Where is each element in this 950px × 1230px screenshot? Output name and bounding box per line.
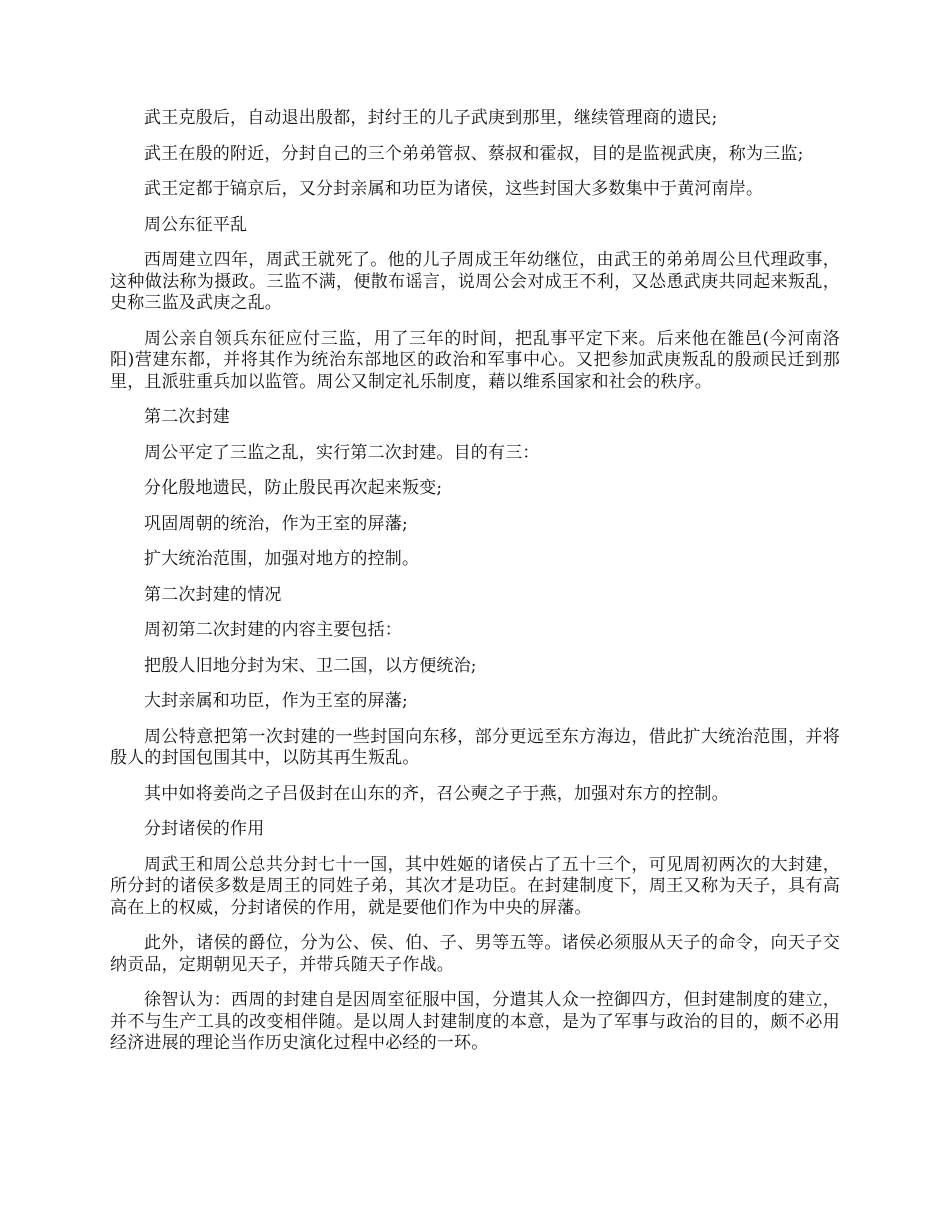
list-item: 把殷人旧地分封为宋、卫二国，以方便统治; xyxy=(144,655,477,676)
list-item: 巩固周朝的统治，作为王室的屏藩; xyxy=(144,513,408,534)
paragraph: 周公特意把第一次封建的一些封国向东移，部分更远至东方海边，借此扩大统治范围，并将殷人的封国包围其中，以防其再生叛乱。 xyxy=(110,726,840,768)
paragraph: 徐智认为：西周的封建自是因周室征服中国，分遣其人众一控御四方，但封建制度的建立，并不与生产工具的改变相伴随。是以周人封建制度的本意，是为了军事与政治的目的，颇不必用经济进展的理论当作历史演化过程中必经的一环。 xyxy=(110,990,840,1053)
paragraph: 周公平定了三监之乱，实行第二次封建。目的有三： xyxy=(144,442,540,463)
paragraph: 西周建立四年，周武王就死了。他的儿子周成王年幼继位，由武王的弟弟周公旦代理政事，这种做法称为摄政。三监不满，便散布谣言，说周公会对成王不利，又怂恿武庚共同起来叛乱，史称三监及武庚之乱。 xyxy=(110,250,840,313)
paragraph: 武王克殷后，自动退出殷都，封纣王的儿子武庚到那里，继续管理商的遗民; xyxy=(144,108,718,128)
paragraph: 周公亲自领兵东征应付三监，用了三年的时间，把乱事平定下来。后来他在雒邑(今河南洛阳)营建东都，并将其作为统治东部地区的政治和军事中心。又把参加武庚叛乱的殷顽民迁到那里，且派驻重兵加以监管。周公又制定礼乐制度，藉以维系国家和社会的秩序。 xyxy=(110,328,840,392)
section-heading: 分封诸侯的作用 xyxy=(144,819,265,839)
section-heading: 第二次封建的情况 xyxy=(144,584,282,605)
paragraph: 其中如将姜尚之子吕伋封在山东的齐，召公奭之子于燕，加强对东方的控制。 xyxy=(144,783,729,804)
paragraph: 周初第二次封建的内容主要包括： xyxy=(144,620,402,640)
list-item: 大封亲属和功臣，作为王室的屏藩; xyxy=(144,691,408,711)
section-heading: 周公东征平乱 xyxy=(144,214,248,235)
list-item: 分化殷地遗民，防止殷民再次起来叛变; xyxy=(144,478,443,498)
list-item: 扩大统治范围，加强对地方的控制。 xyxy=(144,549,420,569)
paragraph: 此外，诸侯的爵位，分为公、侯、伯、子、男等五等。诸侯必须服从天子的命令，向天子交纳贡品，定期朝见天子，并带兵随天子作战。 xyxy=(110,933,840,975)
document-body xyxy=(110,108,840,1069)
paragraph: 武王在殷的附近，分封自己的三个弟弟管叔、蔡叔和霍叔，目的是监视武庚，称为三监; xyxy=(144,143,804,164)
paragraph: 武王定都于镐京后，又分封亲属和功臣为诸侯，这些封国大多数集中于黄河南岸。 xyxy=(144,179,764,199)
paragraph: 周武王和周公总共分封七十一国，其中姓姬的诸侯占了五十三个，可见周初两次的大封建，所分封的诸侯多数是周王的同姓子弟，其次才是功臣。在封建制度下，周王又称为天子，具有高高在上的权威，分封诸侯的作用，就是要他们作为中央的屏藩。 xyxy=(110,854,840,918)
section-heading: 第二次封建 xyxy=(144,407,230,427)
